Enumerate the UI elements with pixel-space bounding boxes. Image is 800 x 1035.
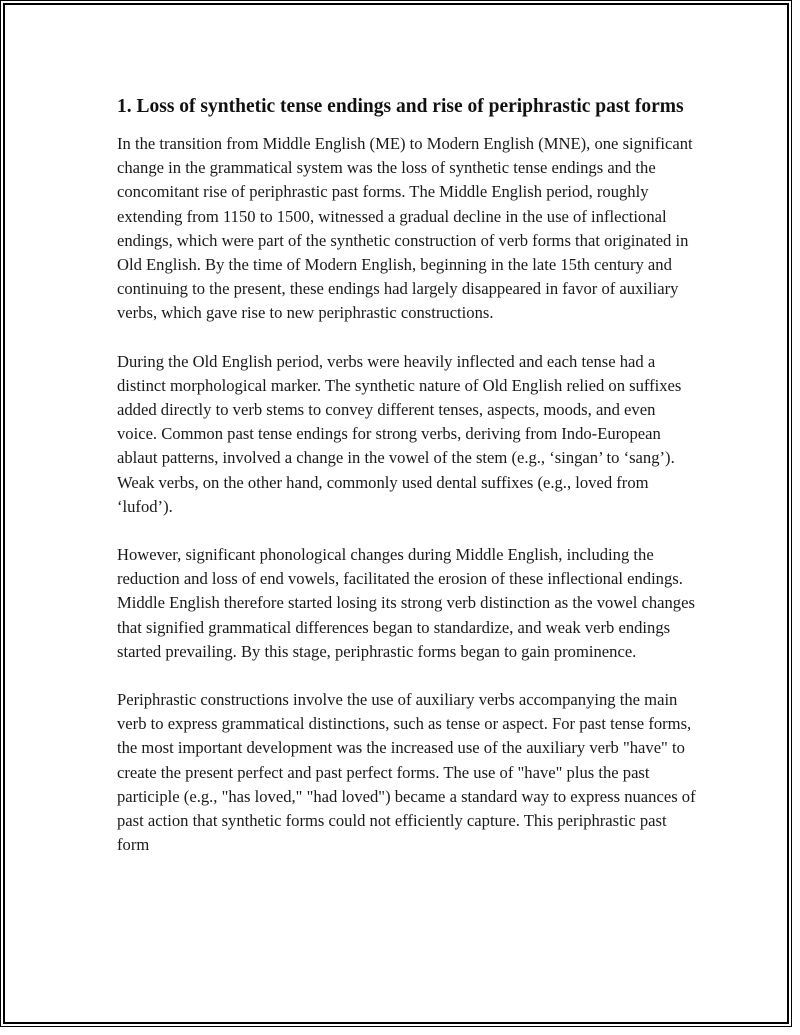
- paragraph-phonological-changes: However, significant phonological changes during Middle English, including the reduction and loss of end vowels, facilitated the erosion of these inflectional endings. Middle English therefore started losing its strong verb distinction as the vowel changes that signified grammatical differences began to standardize, and weak verb endings started prevailing. By this stage, periphrastic forms began to gain prominence.: [117, 545, 695, 661]
- paragraph-me-to-mne-transition: In the transition from Middle English (ME) to Modern English (MNE), one significant change in the grammatical system was the loss of synthetic tense endings and the concomitant rise of periphrastic past forms. The Middle English period, roughly extending from 1150 to 1500, witnessed a gradual decline in the use of inflectional endings, which were part of the synthetic construction of verb forms that originated in Old English. By the time of Modern English, beginning in the late 15th century and continuing to the present, these endings had largely disappeared in favor of auxiliary verbs, which gave rise to new periphrastic constructions.: [117, 134, 693, 323]
- section-heading: 1. Loss of synthetic tense endings and rise of periphrastic past forms: [117, 96, 684, 117]
- paragraph-periphrastic-constructions: Periphrastic constructions involve the use of auxiliary verbs accompanying the main verb to express grammatical distinctions, such as tense or aspect. For past tense forms, the most important development was the increased use of the auxiliary verb "have" to create the present perfect and past perfect forms. The use of "have" plus the past participle (e.g., "has loved," "had loved") became a standard way to express nuances of past action that synthetic forms could not efficiently capture. This periphrastic past form: [117, 690, 696, 855]
- document-body: [117, 93, 697, 881]
- paragraph-old-english-inflection: During the Old English period, verbs were heavily inflected and each tense had a distinct morphological marker. The synthetic nature of Old English relied on suffixes added directly to verb stems to convey different tenses, aspects, moods, and even voice. Common past tense endings for strong verbs, deriving from Indo-European ablaut patterns, involved a change in the vowel of the stem (e.g., ‘singan’ to ‘sang’). Weak verbs, on the other hand, commonly used dental suffixes (e.g., loved from ‘lufod’).: [117, 351, 682, 516]
